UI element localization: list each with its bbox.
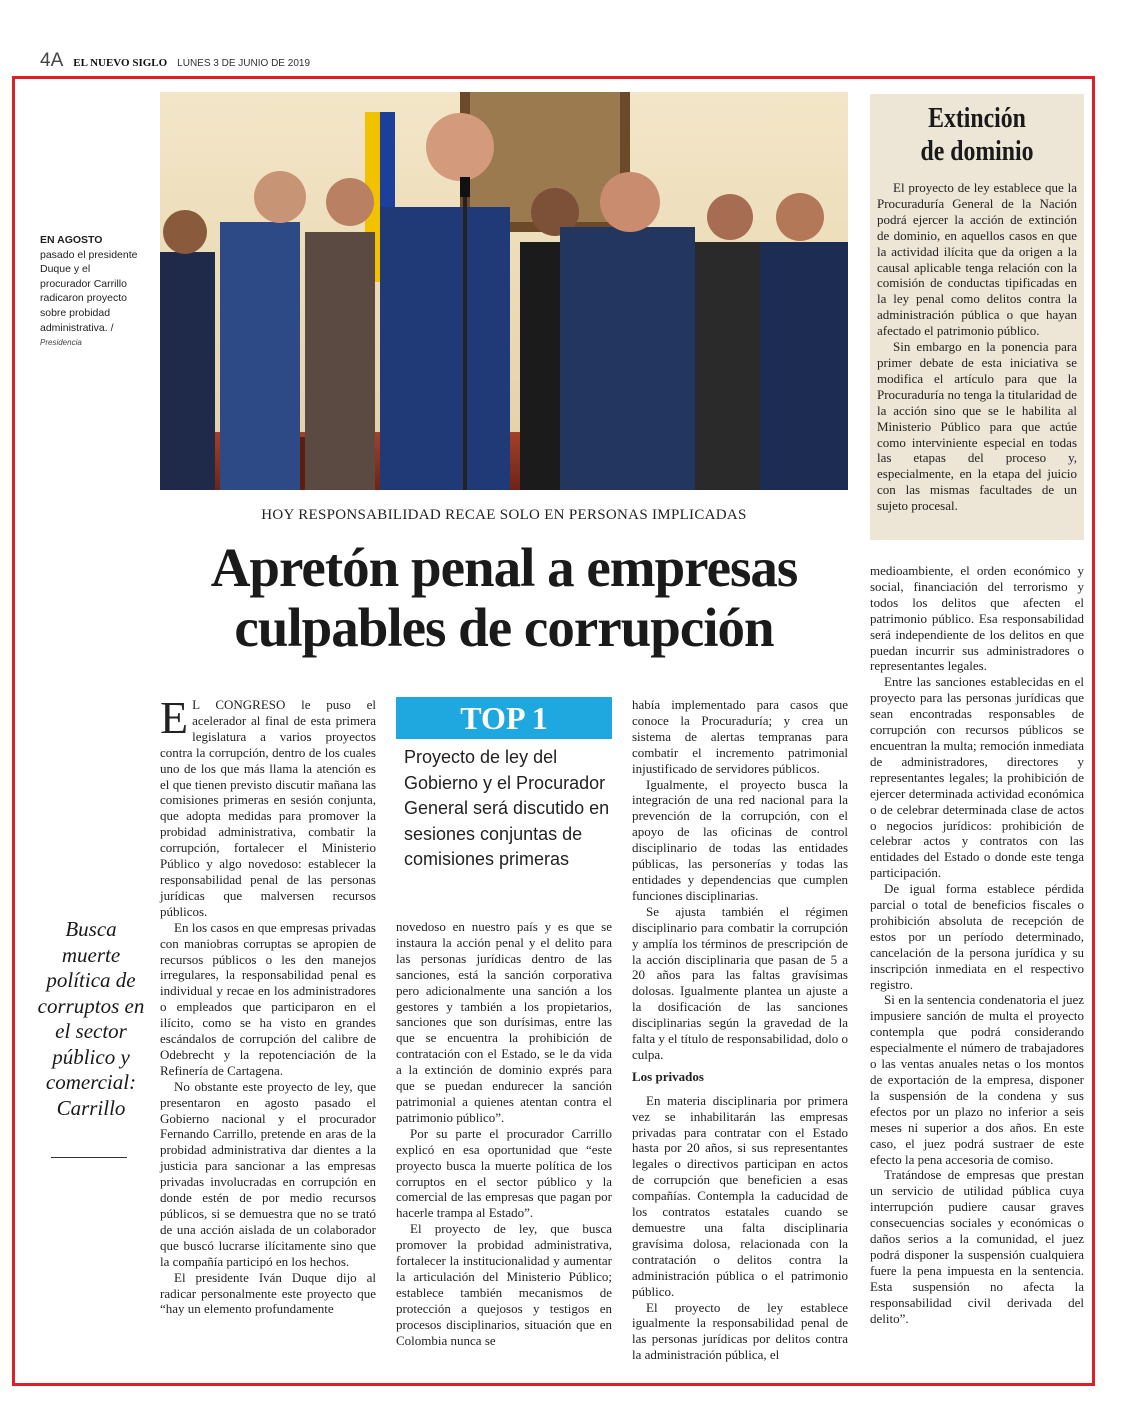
- top-box: [396, 697, 612, 897]
- sidebar-title: [895, 102, 1059, 168]
- photo-caption: [40, 233, 140, 351]
- sidebar-title-line1: Extinción: [928, 102, 1026, 134]
- article-paragraph: Si en la sentencia condenatoria el juez impusiere sanción de multa el proyecto contempla que podrá considerando especialmente el número de trabajadores o las ventas anuales netas o los montos de exportación de la empresa, disponer la suspensión de la condena y sus efectos por un plazo no inferior a seis meses ni superior a dos años. En este caso, el juez podrá sustraer de este efecto la pena accesoria de comiso.: [870, 992, 1084, 1167]
- photo-credit: Presidencia: [40, 338, 82, 348]
- article-paragraph: El presidente Iván Duque dijo al radicar personalmente este proyecto que “hay un elemento profundamente: [160, 1269, 376, 1317]
- article-paragraph: [160, 692, 376, 920]
- article-column-1: [160, 692, 376, 1317]
- sidebar-title-line2: de dominio: [920, 135, 1034, 167]
- headline-line1: Apretón penal a empresas: [210, 537, 798, 598]
- article-paragraph: Por su parte el procurador Carrillo explicó en esa oportunidad que “este proyecto busca la muerte política de los corruptos en el sector público y la comercial de las empresas que pagan por hacerle trampa al Estado”.: [396, 1125, 612, 1221]
- article-paragraph: No obstante este proyecto de ley, que presentaron en agosto pasado el Gobierno nacional y el procurador Fernando Carrillo, pretende en aras de la probidad administrativa dar dientes a la justicia para sancionar a las empresas privadas involucradas en corrupción en donde estén de por medio recursos públicos, si se demuestra que no se trató de una acción aislada de un colaborador que buscó lucrarse ilícitamente sino que la compañía participó en los hechos.: [160, 1078, 376, 1269]
- top-box-text: Proyecto de ley del Gobierno y el Procurador General será discutido en sesiones conjuntas de comisiones primeras: [404, 747, 610, 869]
- headline: [160, 538, 848, 658]
- article-paragraph: Entre las sanciones establecidas en el proyecto para las personas jurídicas que sean encontradas responsables de corrupción con recursos públicos se encuentran la multa; remoción inmediata de administradores, directores y representantes legales; la prohibición de ejercer determinada actividad económica o de celebrar determinada clase de actos o negocios jurídicos: prohibición de celebrar actos y contratos con las entidades del Estado o donde este tenga participación.: [870, 674, 1084, 881]
- photo-caption-lead: EN AGOSTO: [40, 234, 103, 246]
- headline-line2: culpables de corrupción: [234, 597, 774, 658]
- drop-cap: E: [160, 692, 189, 743]
- page-number: 4A: [40, 50, 64, 71]
- sidebar-paragraph: El proyecto de ley establece que la Procuraduría General de la Nación podrá ejercer la acción de extinción de dominio, en aquellos casos en que la actividad ilícita que da origen a la causal aplicable tenga relación con la comisión de conductas tipificadas en la ley penal como delitos contra la administración pública o que hayan afectado el patrimonio público.: [877, 180, 1077, 339]
- article-column-4: [870, 563, 1084, 1327]
- article-column-2: [396, 919, 612, 1348]
- article-lead: L CONGRESO le puso el acelerador al final de esta primera legislatura a varios proyectos contra la corrupción, dentro de los cuales uno de los que más llama la atención es el que tienen previsto discutir mañana las comisiones primeras en sesión conjunta, que adopta medidas para promover la probidad administrativa, combatir la corrupción, fortalecer el Ministerio Público y algo novedoso: establecer la responsabilidad penal de las personas jurídicas que malversen recursos públicos.: [160, 697, 376, 919]
- article-paragraph: había implementado para casos que conoce la Procuraduría; y crea un sistema de alertas tempranas para combatir el incremento patrimonial injustificado de servidores públicos.: [632, 697, 848, 776]
- article-paragraph: En materia disciplinaria por primera vez se inhabilitarán las empresas privadas para contratar con el Estado hasta por 20 años, si sus representantes legales o directivos participan en actos de corrupción que beneficien a esas compañías. Contempla la caducidad de los contratos estatales cuando se demuestre una falta disciplinaria gravísima dolosa, relacionada con la contratación o delitos contra la administración pública o el patrimonio público.: [632, 1092, 848, 1299]
- article-paragraph: En los casos en que empresas privadas con maniobras corruptas se apropien de recursos públicos o les den manejos irregulares, la responsabilidad penal es individual y recae en los administradores o empleados que participaron en el ilícito, como se ha visto en grandes escándalos de corrupción del calibre de Odebrecht y la repotenciación de la Refinería de Cartagena.: [160, 919, 376, 1078]
- pull-quote: Busca muerte política de corruptos en el sector público y comercial: Carrillo: [37, 917, 145, 1120]
- subheading: Los privados: [632, 1068, 704, 1084]
- article-paragraph: De igual forma establece pérdida parcial o total de beneficios fiscales o prohibición absoluta de recepción de estos por un período determinado, cancelación de la persona jurídica y su inscripción inmediata en el respectivo registro.: [870, 881, 1084, 992]
- article-paragraph: Igualmente, el proyecto busca la integración de una red nacional para la prevención de la corrupción, con el apoyo de las oficinas de control disciplinario de todas las entidades públicas, las personerías y todas las entidades y dependencias que cumplen funciones disciplinarias.: [632, 776, 848, 903]
- sidebar-box: [870, 94, 1084, 540]
- article-paragraph: El proyecto de ley establece igualmente la responsabilidad penal de las personas jurídicas por delitos contra la administración pública, el: [632, 1299, 848, 1363]
- news-photo: [160, 92, 848, 490]
- article-paragraph: novedoso en nuestro país y es que se instaura la acción penal y el delito para las personas jurídicas dentro de las sanciones, está la sanción corporativa pero adicionalmente una sanción a los gestores y también a los propietarios, sanciones que son durísimas, entre las que se encuentra la prohibición de contratación con el Estado, se le da vida a la extinción de dominio exprés para que se puedan endurecer la sanción patrimonial a quienes atentan contra el patrimonio público”.: [396, 919, 612, 1125]
- article-paragraph: Se ajusta también el régimen disciplinario para combatir la corrupción y amplía los términos de prescripción de la acción disciplinaria que pasan de 5 a 20 años para las faltas gravísimas dolosas. Igualmente plantea un ajuste a la dosificación de las sanciones disciplinarias según la gravedad de la falta y el título de responsabilidad, dolo o culpa.: [632, 903, 848, 1062]
- kicker: HOY RESPONSABILIDAD RECAE SOLO EN PERSONAS IMPLICADAS: [261, 507, 747, 523]
- publication-date: LUNES 3 DE JUNIO DE 2019: [177, 58, 310, 69]
- pull-quote-rule: [51, 1157, 127, 1158]
- article-paragraph: El proyecto de ley, que busca promover la probidad administrativa, fortalecer la institucionalidad y aumentar la articulación del Ministerio Público; establece también mecanismos de protección a quejosos y testigos en procesos disciplinarios, situación que en Colombia nunca se: [396, 1221, 612, 1348]
- top-banner: TOP 1: [396, 697, 612, 739]
- article-column-3: [632, 697, 848, 1363]
- sidebar-paragraph: Sin embargo en la ponencia para primer debate de esta iniciativa se modifica el artículo para que la Procuraduría no tenga la titularidad de la acción sino que se le habilita al Ministerio Público para que actúe como interviniente especial en todas las etapas del proceso y, especialmente, en la etapa del juicio con las mismas facultades de un sujeto procesal.: [877, 339, 1077, 514]
- article-paragraph: Tratándose de empresas que prestan un servicio de utilidad pública cuya interrupción pudiere causar graves consecuencias sociales y económicas o daños serios a la comunidad, el juez podrá disponer la suspensión cualquiera fuere la pena impuesta en la sentencia. Esta suspensión no afecta la responsabilidad civil derivada del delito”.: [870, 1167, 1084, 1326]
- article-paragraph: medioambiente, el orden económico y social, financiación del terrorismo y todos los delitos que afecten el patrimonio público. Esa responsabilidad será independiente de los delitos en que puedan incurrir sus administradores o representantes legales.: [870, 563, 1084, 674]
- photo-caption-text: pasado el presidente Duque y el procurador Carrillo radicaron proyecto sobre probidad administrativa. /: [40, 248, 138, 334]
- newspaper-name: EL NUEVO SIGLO: [73, 57, 168, 69]
- page-header: [40, 50, 310, 74]
